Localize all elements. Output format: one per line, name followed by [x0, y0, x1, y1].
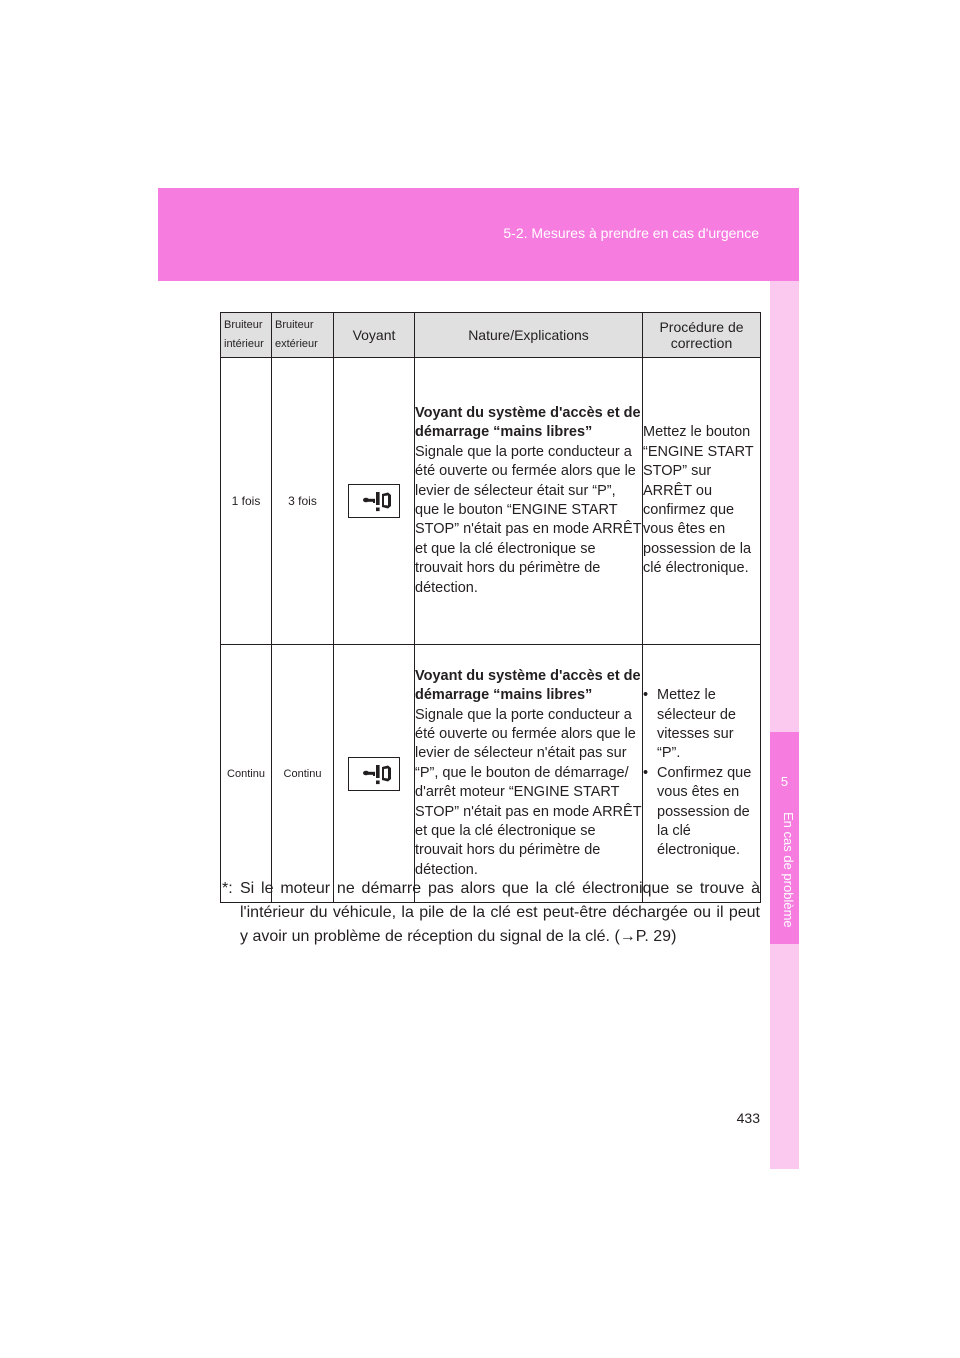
- table-header-row: [221, 313, 761, 358]
- footnote: [222, 877, 760, 949]
- procedure-cell: Mettez le bouton “ENGINE START STOP” sur ARRÊT ou confirmez que vous êtes en possession de la clé électronique.: [643, 358, 761, 645]
- smart-key-system-indicator-icon: [348, 484, 400, 518]
- indicator-cell: [334, 645, 415, 903]
- table-row: [221, 645, 761, 903]
- chapter-tab-label: En cas de problème: [781, 812, 796, 928]
- outer-buzzer-count: Continu: [272, 645, 334, 903]
- header-band: [158, 188, 799, 281]
- list-item: • Mettez le sélecteur de vitesses sur “P”.: [643, 686, 760, 764]
- footnote-mark: *:: [222, 880, 233, 897]
- nature-text: Signale que la porte conducteur a été ouverte ou fermée alors que le levier de sélecteur n'était pas sur “P”, que le bouton de démarrage/ d'arrêt moteur “ENGINE START STOP” n'était pas en mode ARRÊT et que la clé électronique se trouvait hors du périmètre de détection.: [415, 706, 642, 878]
- chapter-tab-number: 5: [780, 774, 789, 789]
- table-row: [221, 358, 761, 645]
- inner-buzzer-count: 1 fois: [221, 358, 272, 645]
- nature-cell: [415, 645, 643, 903]
- outer-buzzer-count: 3 fois: [272, 358, 334, 645]
- procedure-list: [643, 686, 760, 861]
- warning-table: [220, 312, 761, 903]
- nature-cell: [415, 358, 643, 645]
- procedure-cell: [643, 645, 761, 903]
- header-indicator: Voyant: [334, 313, 415, 358]
- smart-key-system-indicator-icon: [348, 757, 400, 791]
- list-item: • Confirmez que vous êtes en possession de la clé électronique.: [643, 764, 760, 861]
- header-inner-buzzer: Bruiteur intérieur: [221, 313, 272, 358]
- page-number: 433: [736, 1110, 760, 1126]
- header-nature: Nature/Explications: [415, 313, 643, 358]
- nature-title: Voyant du système d'accès et de démarrage “mains libres”: [415, 404, 641, 441]
- chapter-tab[interactable]: [770, 732, 799, 944]
- header-procedure: Procédure de correction: [643, 313, 761, 358]
- nature-title: Voyant du système d'accès et de démarrage “mains libres”: [415, 667, 641, 704]
- nature-text: Signale que la porte conducteur a été ouverte ou fermée alors que le levier de sélecteur était sur “P”, que le bouton “ENGINE START STOP” n'était pas en mode ARRÊT et que la clé électronique se trouvait hors du périmètre de détection.: [415, 443, 642, 596]
- side-strip: [770, 281, 799, 1169]
- section-title: 5-2. Mesures à prendre en cas d'urgence: [503, 225, 759, 241]
- footnote-text: Si le moteur ne démarre pas alors que la clé électronique se trouve à l'intérieur du véhicule, la pile de la clé est peut-être déchargée ou il peut y avoir un problème de réception du signal de la clé. (→P. 29): [240, 880, 760, 945]
- header-outer-buzzer: Bruiteur extérieur: [272, 313, 334, 358]
- indicator-cell: [334, 358, 415, 645]
- inner-buzzer-count: Continu: [221, 645, 272, 903]
